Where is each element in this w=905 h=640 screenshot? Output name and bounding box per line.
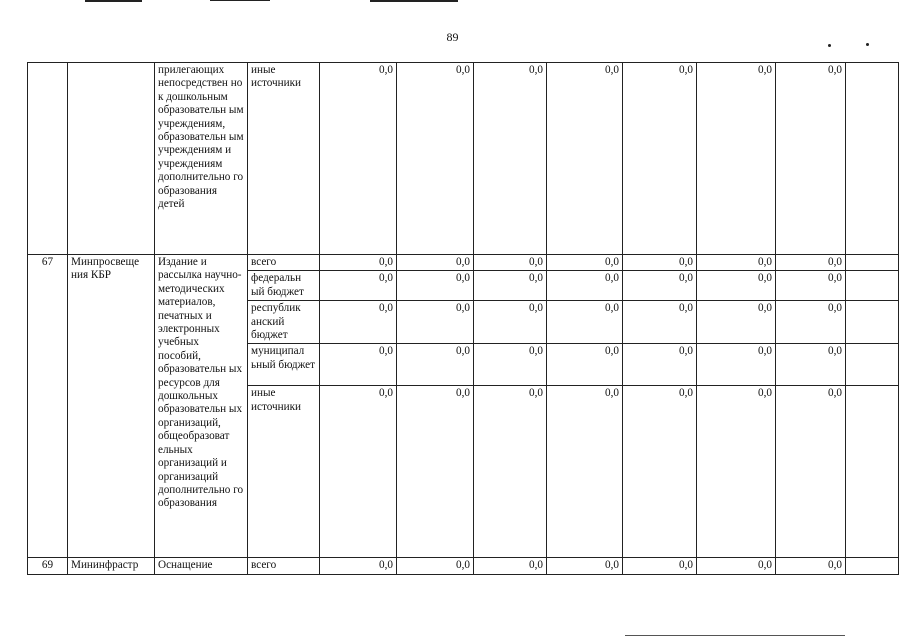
value-cell: 0,0 <box>623 558 697 574</box>
value-cell: 0,0 <box>474 63 547 255</box>
value-cell: 0,0 <box>397 558 474 574</box>
organization-cell: Минпросвеще ния КБР <box>68 255 155 558</box>
value-cell: 0,0 <box>623 255 697 271</box>
empty-cell <box>846 271 899 301</box>
funding-source-cell: иные источники <box>248 63 320 255</box>
page-number: 89 <box>446 30 459 44</box>
value-cell: 0,0 <box>697 344 776 386</box>
value-cell: 0,0 <box>623 271 697 301</box>
funding-source-cell: федеральн ый бюджет <box>248 271 320 301</box>
value-cell: 0,0 <box>474 271 547 301</box>
value-cell: 0,0 <box>547 63 623 255</box>
value-cell: 0,0 <box>697 63 776 255</box>
value-cell: 0,0 <box>547 271 623 301</box>
value-cell: 0,0 <box>697 386 776 558</box>
scan-artifact-line <box>210 0 270 1</box>
funding-source-cell: муниципал ьный бюджет <box>248 344 320 386</box>
row-number-cell: 69 <box>28 558 68 574</box>
scan-speck <box>866 43 869 46</box>
scan-artifact-line <box>85 0 142 2</box>
value-cell: 0,0 <box>623 386 697 558</box>
table-row <box>28 255 899 271</box>
value-cell: 0,0 <box>320 63 397 255</box>
value-cell: 0,0 <box>776 386 846 558</box>
empty-cell <box>846 386 899 558</box>
table-row <box>28 558 899 574</box>
funding-source-cell: иные источники <box>248 386 320 558</box>
value-cell: 0,0 <box>397 344 474 386</box>
value-cell: 0,0 <box>397 301 474 344</box>
funding-source-cell: республик анский бюджет <box>248 301 320 344</box>
value-cell: 0,0 <box>547 558 623 574</box>
value-cell: 0,0 <box>320 344 397 386</box>
value-cell: 0,0 <box>697 255 776 271</box>
value-cell: 0,0 <box>320 271 397 301</box>
value-cell: 0,0 <box>474 344 547 386</box>
value-cell: 0,0 <box>320 386 397 558</box>
empty-cell <box>846 558 899 574</box>
funding-source-cell: всего <box>248 558 320 574</box>
value-cell: 0,0 <box>547 255 623 271</box>
value-cell: 0,0 <box>697 301 776 344</box>
scan-artifact-line <box>625 635 845 636</box>
activity-cell: Оснащение <box>155 558 248 574</box>
value-cell: 0,0 <box>776 344 846 386</box>
activity-cell: Издание и рассылка научно-методических материалов, печатных и электронных учебных пособий, образовательн ых ресурсов для дошкольных образовательн ых организаций, общеобразоват ельных организаций и организаций дополнительно го образования <box>155 255 248 558</box>
value-cell: 0,0 <box>776 301 846 344</box>
value-cell: 0,0 <box>397 63 474 255</box>
value-cell: 0,0 <box>697 558 776 574</box>
value-cell: 0,0 <box>474 255 547 271</box>
scan-speck <box>828 44 831 47</box>
value-cell: 0,0 <box>474 386 547 558</box>
value-cell: 0,0 <box>623 344 697 386</box>
value-cell: 0,0 <box>547 301 623 344</box>
value-cell: 0,0 <box>776 63 846 255</box>
value-cell: 0,0 <box>320 255 397 271</box>
empty-cell <box>846 63 899 255</box>
scan-artifact-line <box>370 0 458 2</box>
value-cell: 0,0 <box>320 558 397 574</box>
value-cell: 0,0 <box>547 344 623 386</box>
value-cell: 0,0 <box>623 63 697 255</box>
row-number-cell: 67 <box>28 255 68 558</box>
value-cell: 0,0 <box>474 301 547 344</box>
value-cell: 0,0 <box>776 271 846 301</box>
value-cell: 0,0 <box>474 558 547 574</box>
value-cell: 0,0 <box>697 271 776 301</box>
value-cell: 0,0 <box>623 301 697 344</box>
value-cell: 0,0 <box>776 558 846 574</box>
empty-cell <box>846 255 899 271</box>
organization-cell <box>68 63 155 255</box>
table-row <box>28 63 899 255</box>
value-cell: 0,0 <box>547 386 623 558</box>
value-cell: 0,0 <box>397 271 474 301</box>
empty-cell <box>846 301 899 344</box>
row-number-cell <box>28 63 68 255</box>
organization-cell: Мининфрастр <box>68 558 155 574</box>
value-cell: 0,0 <box>397 386 474 558</box>
activity-cell: прилегающих непосредствен но к дошкольным образовательн ым учреждениям, образовательн ым учреждениям и учреждениям дополнительно го образования детей <box>155 63 248 255</box>
value-cell: 0,0 <box>776 255 846 271</box>
funding-source-cell: всего <box>248 255 320 271</box>
empty-cell <box>846 344 899 386</box>
budget-table <box>27 62 899 575</box>
value-cell: 0,0 <box>320 301 397 344</box>
value-cell: 0,0 <box>397 255 474 271</box>
